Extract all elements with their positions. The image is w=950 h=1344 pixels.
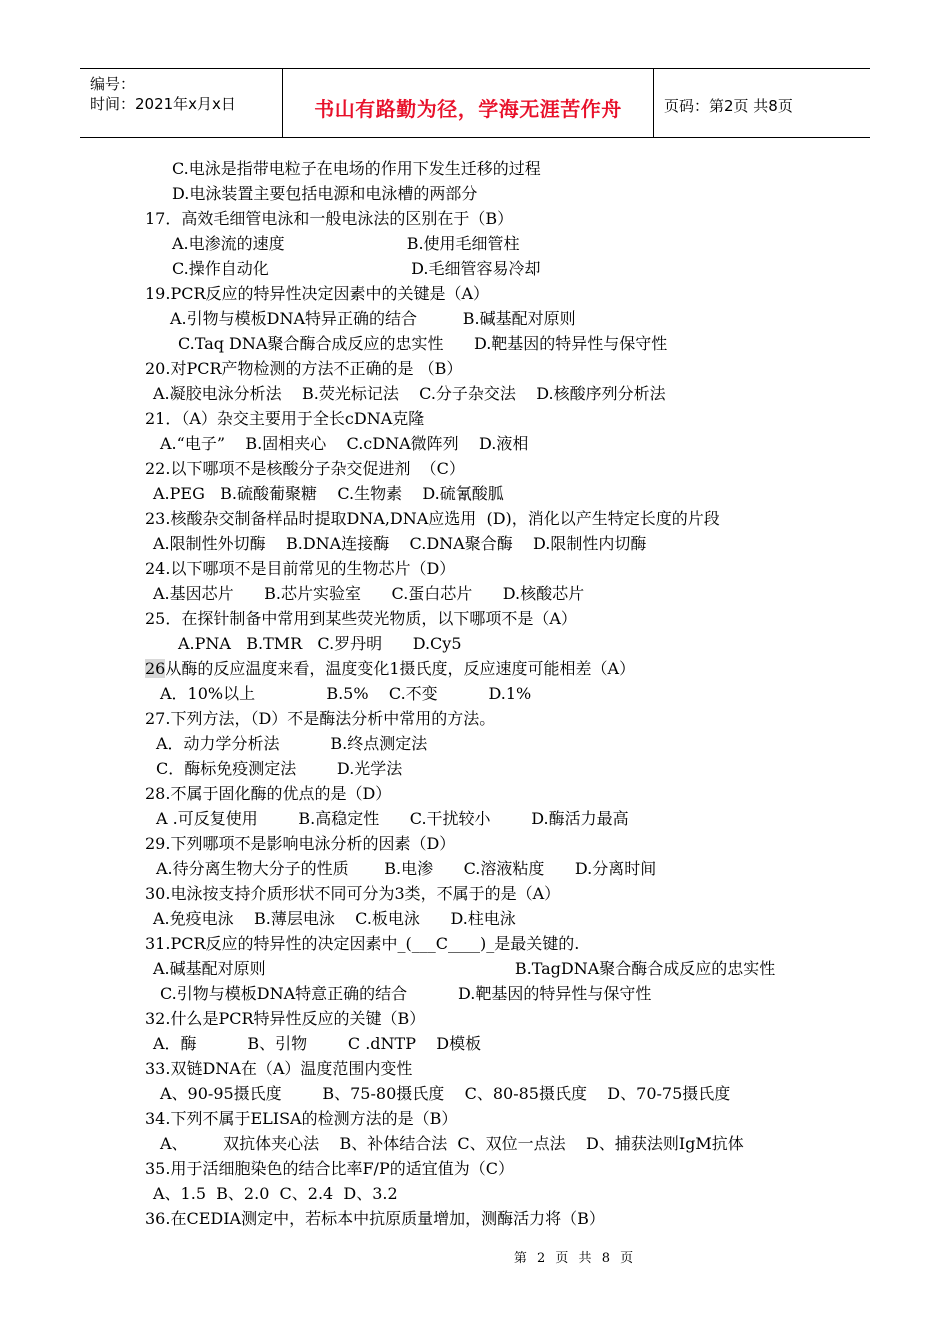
- page-header: [80, 68, 870, 138]
- question-line: 21．（A）杂交主要用于全长cDNA克隆: [145, 409, 425, 428]
- question-line: 27.下列方法，（D）不是酶法分析中常用的方法。: [145, 709, 496, 728]
- option-line: C.Taq DNA聚合酶合成反应的忠实性 D.靶基因的特异性与保守性: [178, 334, 668, 353]
- option-line: A、 双抗体夹心法 B、补体结合法 C、双位一点法 D、捕获法则IgM抗体: [160, 1134, 744, 1153]
- question-line: 22.以下哪项不是核酸分子杂交促进剂 （C）: [145, 459, 465, 478]
- question-line: 28.不属于固化酶的优点的是（D）: [145, 784, 392, 803]
- option-line: A.PNA B.TMR C.罗丹明 D.Cy5: [178, 634, 462, 653]
- text-line: C.电泳是指带电粒子在电场的作用下发生迁移的过程: [172, 159, 541, 178]
- option-line: C.操作自动化 D.毛细管容易冷却: [172, 259, 541, 278]
- question-line: 29.下列哪项不是影响电泳分析的因素（D）: [145, 834, 456, 853]
- question-line: 35.用于活细胞染色的结合比率F/P的适宜值为（C）: [145, 1159, 514, 1178]
- option-line: A.基因芯片 B.芯片实验室 C.蛋白芯片 D.核酸芯片: [153, 584, 585, 603]
- question-line: 30.电泳按支持介质形状不同可分为3类，不属于的是（A）: [145, 884, 561, 903]
- question-line: [145, 658, 635, 680]
- question-text: 从酶的反应温度来看，温度变化1摄氏度，反应速度可能相差（A）: [165, 659, 636, 678]
- question-line: 24.以下哪项不是目前常见的生物芯片（D）: [145, 559, 456, 578]
- header-page-number: 页码：第2页 共8页: [664, 97, 793, 115]
- text-line: D.电泳装置主要包括电源和电泳槽的两部分: [172, 184, 478, 203]
- option-line: A．动力学分析法 B.终点测定法: [156, 734, 428, 753]
- option-line: A．酶 B、引物 C .dNTP D模板: [153, 1034, 482, 1053]
- option-line: A.免疫电泳 B.薄层电泳 C.板电泳 D.柱电泳: [153, 909, 516, 928]
- header-page-cell: [654, 69, 870, 137]
- option-line: A.凝胶电泳分析法 B.荧光标记法 C.分子杂交法 D.核酸序列分析法: [153, 384, 666, 403]
- page-footer: 第 2 页 共 8 页: [513, 1251, 637, 1266]
- question-number-highlight: 26: [145, 659, 166, 678]
- question-line: 23.核酸杂交制备样品时提取DNA,DNA应选用 (D)，消化以产生特定长度的片段: [145, 509, 720, 528]
- document-date-label: 时间：2021年x月x日: [90, 95, 236, 113]
- option-line: A.PEG B.硫酸葡聚糖 C.生物素 D.硫氰酸胍: [153, 484, 504, 503]
- question-line: 17．高效毛细管电泳和一般电泳法的区别在于（B）: [145, 209, 514, 228]
- document-number-label: 编号：: [90, 75, 136, 93]
- option-line: A.待分离生物大分子的性质 B.电渗 C.溶液粘度 D.分离时间: [156, 859, 657, 878]
- question-line: 31.PCR反应的特异性的决定因素中_(___C____)_是最关键的.: [145, 934, 580, 953]
- question-line: 32.什么是PCR特异性反应的关键（B）: [145, 1009, 426, 1028]
- question-line: 34.下列不属于ELISA的检测方法的是（B）: [145, 1109, 458, 1128]
- option-line: A、1.5 B、2.0 C、2.4 D、3.2: [153, 1184, 398, 1203]
- question-line: 19.PCR反应的特异性决定因素中的关键是（A）: [145, 284, 490, 303]
- option-line: A .可反复使用 B.高稳定性 C.干扰较小 D.酶活力最高: [156, 809, 629, 828]
- question-line: 25．在探针制备中常用到某些荧光物质，以下哪项不是（A）: [145, 609, 577, 628]
- question-line: 20.对PCR产物检测的方法不正确的是 （B）: [145, 359, 463, 378]
- option-line: A、90-95摄氏度 B、75-80摄氏度 C、80-85摄氏度 D、70-75摄氏度: [160, 1084, 731, 1103]
- question-line: 36.在CEDIA测定中，若标本中抗原质量增加，测酶活力将（B）: [145, 1209, 605, 1228]
- option-line: A.“电子” B.固相夹心 C.cDNA微阵列 D.液相: [160, 434, 529, 453]
- option-line: C．酶标免疫测定法 D.光学法: [156, 759, 403, 778]
- option-line: C.引物与模板DNA特意正确的结合 D.靶基因的特异性与保守性: [160, 984, 652, 1003]
- option-line: A.限制性外切酶 B.DNA连接酶 C.DNA聚合酶 D.限制性内切酶: [153, 534, 647, 553]
- option-line: A．10%以上 B.5% C.不变 D.1%: [160, 684, 532, 703]
- option-line: A.电渗流的速度 B.使用毛细管柱: [172, 234, 520, 253]
- question-line: 33.双链DNA在（A）温度范围内变性: [145, 1059, 413, 1078]
- option-line: A.引物与模板DNA特异正确的结合 B.碱基配对原则: [170, 309, 576, 328]
- header-motto-cell: [283, 69, 654, 137]
- header-motto: 书山有路勤为径，学海无涯苦作舟: [314, 97, 622, 121]
- option-line: A.碱基配对原则 B.TagDNA聚合酶合成反应的忠实性: [153, 959, 776, 978]
- header-info-cell: [80, 69, 283, 137]
